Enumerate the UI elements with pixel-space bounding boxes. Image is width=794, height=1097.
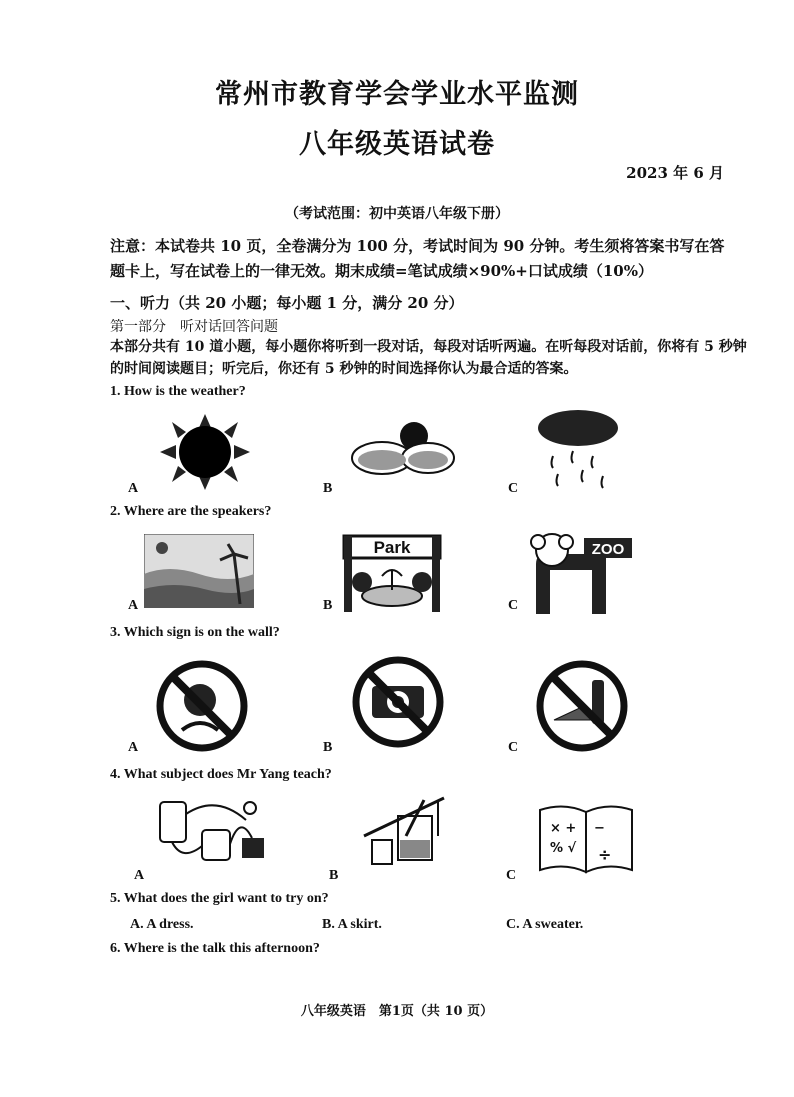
svg-text:÷: ÷ bbox=[598, 845, 612, 864]
zoo-sign-text: ZOO bbox=[591, 541, 625, 558]
physics-circuit-image bbox=[150, 794, 275, 874]
q1-option-a[interactable]: A bbox=[128, 481, 139, 496]
exam-title-line2: 八年级英语试卷 bbox=[299, 129, 495, 160]
q4-option-a[interactable]: A bbox=[134, 868, 145, 883]
question-4: 4. What subject does Mr Yang teach? bbox=[110, 767, 332, 782]
svg-text:% √: % √ bbox=[550, 841, 577, 856]
question-1: 1. How is the weather? bbox=[110, 384, 246, 399]
cloudy-icon bbox=[342, 414, 462, 484]
q3-option-c[interactable]: C bbox=[508, 740, 519, 755]
no-shouting-sign-icon bbox=[152, 660, 252, 752]
q5-option-a[interactable]: A. A dress. bbox=[130, 917, 194, 932]
page-footer: 八年级英语 第1页（共 10 页） bbox=[300, 1004, 494, 1019]
q1-option-b[interactable]: B bbox=[323, 481, 333, 496]
q5-option-c[interactable]: C. A sweater. bbox=[506, 917, 584, 932]
q3-option-b[interactable]: B bbox=[323, 740, 333, 755]
notice-text: 本试卷共 10 页，全卷满分为 100 分，考试时间为 90 分钟。考生须将答案书写在答题卡上，写在试卷上的一律无效。期末成绩=笔试成绩×90%+口试成绩（10%） bbox=[110, 237, 725, 280]
question-6: 6. Where is the talk this afternoon? bbox=[110, 941, 320, 956]
no-camera-sign-icon bbox=[348, 656, 448, 748]
park-image bbox=[342, 532, 442, 612]
math-book-image bbox=[536, 800, 636, 878]
park-sign-text: Park bbox=[373, 538, 411, 557]
q1-option-c[interactable]: C bbox=[508, 481, 519, 496]
svg-text:−: − bbox=[594, 821, 605, 836]
exam-date: 2023 年 6 月 bbox=[626, 164, 724, 182]
beach-image bbox=[144, 534, 254, 608]
q5-option-b[interactable]: B. A skirt. bbox=[322, 917, 382, 932]
question-5: 5. What does the girl want to try on? bbox=[110, 891, 329, 906]
chemistry-lab-image bbox=[354, 796, 449, 876]
exam-title-line1: 常州市教育学会学业水平监测 bbox=[215, 79, 579, 110]
sun-icon bbox=[150, 412, 260, 492]
section-heading: 一、听力（共 20 小题；每小题 1 分，满分 20 分） bbox=[110, 294, 464, 312]
q2-option-a[interactable]: A bbox=[128, 598, 139, 613]
svg-text:× +: × + bbox=[550, 821, 577, 836]
part-title: 第一部分 听对话回答问题 bbox=[110, 319, 278, 335]
q3-option-a[interactable]: A bbox=[128, 740, 139, 755]
exam-scope: （考试范围：初中英语八年级下册） bbox=[285, 206, 509, 222]
notice bbox=[110, 234, 730, 284]
q2-option-c[interactable]: C bbox=[508, 598, 519, 613]
q2-option-b[interactable]: B bbox=[323, 598, 333, 613]
section-intro: 本部分共有 10 道小题，每小题你将听到一段对话，每段对话听两遍。在听每段对话前，你将有 5 秒钟的时间阅读题目；听完后，你还有 5 秒钟的时间选择你认为最合适的答案。 bbox=[110, 339, 747, 377]
question-2: 2. Where are the speakers? bbox=[110, 504, 272, 519]
zoo-image bbox=[526, 532, 636, 614]
notice-label: 注意： bbox=[110, 237, 156, 255]
question-3: 3. Which sign is on the wall? bbox=[110, 625, 280, 640]
rain-icon bbox=[528, 406, 628, 496]
no-food-drink-sign-icon bbox=[532, 660, 632, 752]
q4-option-c[interactable]: C bbox=[506, 868, 517, 883]
q4-option-b[interactable]: B bbox=[329, 868, 339, 883]
